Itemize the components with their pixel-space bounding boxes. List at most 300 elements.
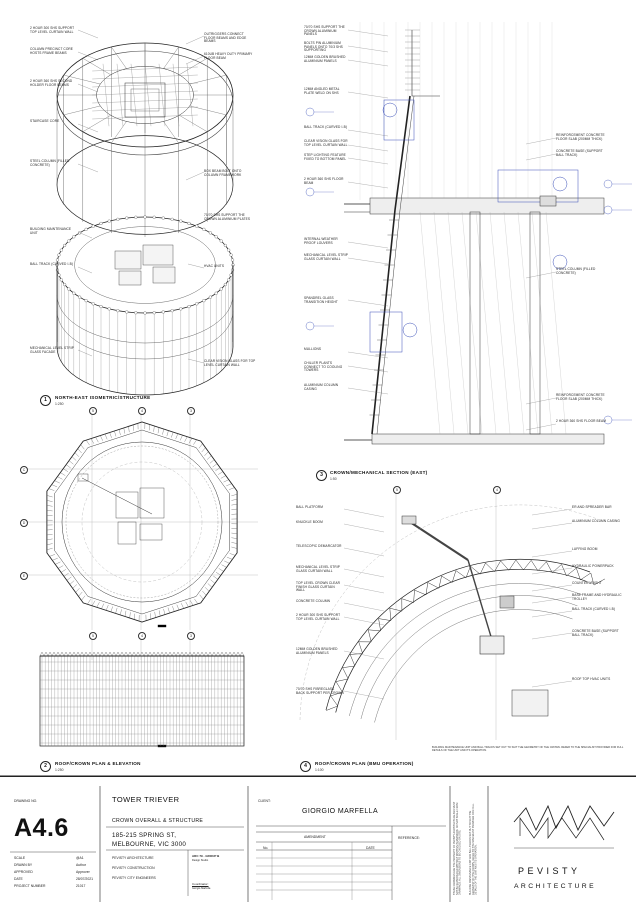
crown-panel-hatch — [224, 561, 229, 563]
crown-panel-hatch — [202, 591, 206, 595]
iso-panel-node — [231, 259, 234, 262]
grid-bubble-3: 3 — [187, 407, 195, 415]
iso-panel-node — [224, 244, 227, 247]
client-label: CLIENT: — [258, 799, 271, 803]
callout-label: 610UB HEAVY DUTY PRIMARY FLOOR BEAM — [204, 53, 256, 60]
disclaimer-text: THESE DRAWINGS ARE THE PROPERTY OF PEVISTY ARCHITECTURE AND MUST NOT BE REPRODUCED WITHOUT WRITTEN PERMISSION. DO NOT SCALE FROM DRAWINGS. ALL DIMENSIONS TO BE CHECKED ON SITE. — [454, 799, 462, 895]
leader-line — [78, 164, 98, 172]
elevation-crown-fin — [172, 652, 176, 656]
bmu-reach-arc — [300, 505, 600, 720]
crown-panel-hatch — [231, 547, 237, 549]
crown-panel-hatch — [199, 444, 203, 449]
callout-label: 70/70 SHS SUPPORT THE CROWN ALUMINIUM PANELS — [304, 26, 348, 37]
iso-panel-node — [215, 235, 218, 238]
view-4-scale: 1:100 — [315, 768, 324, 772]
iso-panel-node — [215, 292, 218, 295]
iso-panel-node — [144, 216, 147, 219]
plan-bmu-arm — [82, 478, 152, 514]
crown-panel-hatch — [193, 440, 196, 445]
callout-label: ER AND SPREADER BAR — [572, 506, 624, 510]
bmu-grid-bubble-4: 4 — [493, 486, 501, 494]
iso-panel-node — [85, 228, 88, 231]
reference-label: REFERENCE: — [398, 836, 420, 840]
iso-panel-node — [195, 302, 198, 305]
bmu-base-frame — [480, 636, 504, 654]
crown-panel-hatch — [96, 437, 99, 442]
grid-bubble-4-lower: 4 — [138, 632, 146, 640]
crown-panel-hatch — [227, 557, 232, 559]
iso-hvac-unit — [153, 267, 175, 283]
level-marker — [604, 180, 612, 188]
callout-label: ALUMINIUM COLUMN CASING — [304, 384, 348, 391]
crown-panel-hatch — [52, 558, 57, 560]
elevation-crown-fin — [148, 652, 152, 656]
crown-panel-hatch — [200, 595, 204, 600]
callout-label: 2 HOUR 360 SHS FLOOR BEAM — [556, 420, 610, 424]
crown-panel-hatch — [213, 464, 218, 468]
elevation-crown-fin — [100, 652, 104, 656]
iso-panel-node — [108, 307, 111, 310]
callout-label: ALUMINIUM COLUMN CASING — [572, 520, 624, 524]
detail-key: PROJECT NUMBER — [14, 884, 45, 888]
detail-value: Approver — [76, 870, 90, 874]
crown-panel-hatch — [47, 505, 53, 506]
view-2-title: ROOF/CROWN PLAN & ELEVATION — [55, 761, 141, 766]
coordinator-name: Giorgio Marfella — [192, 887, 210, 890]
iso-panel-node — [56, 259, 59, 262]
view-1-number: 1 — [40, 395, 51, 406]
crown-panel-hatch — [57, 477, 62, 480]
crown-panel-hatch — [204, 452, 208, 456]
iso-panel-node — [72, 235, 75, 238]
iso-beam — [64, 106, 101, 115]
iso-panel-node — [60, 249, 63, 252]
elevation-crown-fin — [116, 652, 120, 656]
crown-panel-hatch — [185, 437, 188, 442]
leader-line — [532, 585, 572, 591]
leader-line — [188, 359, 204, 363]
section-crown-panel — [412, 30, 440, 96]
elevation-crown-fin — [140, 652, 144, 656]
plan-hvac-unit — [140, 488, 164, 518]
elevation-crown-fin — [192, 652, 196, 656]
callout-label: STAIRCASE CORE — [30, 120, 78, 124]
bmu-luffing-boom — [410, 522, 468, 560]
elevation-crown-fin — [152, 652, 156, 656]
iso-beam — [190, 75, 227, 84]
callout-label: CHILLER PLANTS CONNECT TO COOLING TOWERS — [304, 362, 348, 373]
leader-line — [348, 60, 388, 66]
elevation-crown-fin — [60, 652, 64, 656]
iso-panel-node — [230, 274, 233, 277]
leader-line — [344, 509, 384, 517]
elevation-crown-fin — [164, 652, 168, 656]
crown-panel-hatch — [231, 499, 237, 500]
crown-panel-hatch — [49, 554, 55, 556]
detail-value: 21017 — [76, 884, 85, 888]
iso-beam — [164, 121, 179, 143]
elevation-crown-fin — [240, 652, 244, 656]
crown-panel-hatch — [171, 432, 173, 437]
client-name: GIORGIO MARFELLA — [302, 808, 378, 815]
leader-line — [532, 523, 572, 529]
crown-panel-hatch — [125, 611, 126, 617]
elevation-crown-fin — [88, 652, 92, 656]
elevation-crown-fin — [212, 652, 216, 656]
view-3-scale: 1:50 — [330, 477, 337, 481]
crown-panel-hatch — [61, 569, 66, 572]
leader-line — [532, 551, 572, 557]
elevation-crown-fin — [96, 652, 100, 656]
callout-label: HVAC UNITS — [204, 265, 256, 269]
elevation-crown-fin — [184, 652, 188, 656]
grid-bubble-d: D — [20, 519, 28, 527]
elevation-crown-fin — [48, 652, 52, 656]
callout-label: 2 HOUR 300 SHS SUPPORT TOP LEVEL CURTAIN WALL — [30, 27, 78, 34]
leader-line — [348, 366, 388, 372]
callout-label: ROOF TOP HVAC UNITS — [572, 678, 624, 682]
leader-line — [344, 548, 384, 556]
detail-key: APPROVED — [14, 870, 33, 874]
leader-line — [344, 585, 384, 593]
leader-line — [348, 158, 388, 164]
team-3: PEVISTY CITY ENGINEERS — [112, 876, 156, 880]
leader-line — [526, 398, 556, 404]
iso-panel-node — [58, 274, 61, 277]
crown-panel-hatch — [154, 426, 155, 432]
crown-panel-hatch — [64, 573, 69, 576]
crown-panel-hatch — [47, 510, 53, 511]
callout-label: 70/70 SHS SUPPORT THE CROWN ALUMINIUM PLATES — [204, 214, 256, 221]
callout-label: COUNTERWEIGHT — [572, 582, 624, 586]
crown-panel-hatch — [47, 495, 53, 497]
crown-panel-hatch — [119, 429, 120, 435]
crown-panel-hatch — [100, 436, 103, 441]
iso-panel-node — [224, 283, 227, 286]
crown-panel-hatch — [92, 601, 95, 606]
section-curtain-wall-inner — [377, 96, 414, 434]
leader-line — [344, 603, 384, 611]
sheet-note: BUILDING MAINTENANCE UNIT AND BALL TRACKS SET OUT TO SUIT THE GEOMETRY OF THE CROWN. REFER TO THE SPECIALIST PROVIDER FOR FULL DETAILS OF THE UNIT AND ITS OPERATION. — [432, 746, 628, 752]
iso-hvac-unit — [143, 245, 173, 265]
drawing-title: CROWN OVERALL & STRUCTURE — [112, 818, 203, 824]
crown-panel-hatch — [208, 583, 212, 587]
grid-bubble-c: C — [20, 466, 28, 474]
iso-panel-node — [230, 254, 233, 257]
iso-panel-node — [63, 283, 66, 286]
plan-core — [118, 522, 136, 544]
elevation-crown-fin — [228, 652, 232, 656]
view-4-title: ROOF/CROWN PLAN (BMU OPERATION) — [315, 761, 414, 766]
crown-panel-hatch — [49, 489, 55, 491]
address-line-1: 185-215 SPRING ST, — [112, 832, 176, 839]
leader-line — [348, 145, 388, 151]
callout-label: STEEL COLUMN (FILLED CONCRETE) — [556, 268, 610, 275]
iso-beam — [83, 115, 111, 132]
iso-panel-node — [85, 299, 88, 302]
crown-panel-hatch — [164, 609, 165, 615]
elevation-crown-fin — [72, 652, 76, 656]
crown-panel-hatch — [47, 534, 53, 535]
callout-label: BALL TRACK (CURVED I-B) — [30, 263, 78, 267]
callout-label: CONCRETE BASE (SUPPORT BALL TRACK) — [572, 630, 624, 637]
leader-line — [348, 242, 388, 248]
leader-line — [348, 46, 388, 52]
section-steel-column — [470, 212, 480, 434]
team-1: PEVISTY ARCHITECTURE — [112, 856, 154, 860]
leader-line — [78, 267, 92, 273]
elevation-crown-fin — [220, 652, 224, 656]
crown-panel-hatch — [231, 533, 237, 534]
leader-line — [348, 258, 388, 264]
section-detail-callout — [383, 103, 397, 117]
leader-line — [188, 264, 204, 268]
crown-panel-hatch — [47, 543, 53, 544]
iso-panel-node — [162, 217, 165, 220]
callout-label: MECHANICAL LEVEL STRIP GLASS CURTAIN WALL — [304, 254, 348, 261]
leader-line — [532, 633, 572, 639]
crown-panel-hatch — [155, 612, 156, 618]
crown-panel-hatch — [60, 473, 65, 476]
elevation-crown-fin — [64, 652, 68, 656]
crown-panel-hatch — [159, 610, 160, 616]
grid-bubble-4: 4 — [138, 407, 146, 415]
crown-panel-hatch — [97, 602, 100, 607]
elevation-crown-fin — [120, 652, 124, 656]
crown-panel-hatch — [219, 568, 224, 571]
bmu-ball-platform — [402, 516, 416, 524]
crown-panel-hatch — [211, 580, 215, 584]
iso-panel-node — [58, 254, 61, 257]
crown-panel-hatch — [230, 553, 236, 555]
callout-label: BALL TRACK (CURVED I-B) — [572, 608, 624, 612]
callout-label: 12MM GOLDEN BRUSHED ALUMINIUM PANELS — [304, 56, 348, 63]
student-studio: Design Studio — [192, 859, 208, 862]
elevation-crown-fin — [108, 652, 112, 656]
leader-line — [526, 272, 556, 278]
elevation-crown-fin — [180, 652, 184, 656]
callout-label: OUTRIGGERS CONNECT FLOOR BEAMS AND EDGE BEAMS — [204, 33, 256, 44]
brand-name: PEVISTY — [518, 866, 581, 876]
iso-panel-node — [116, 218, 119, 221]
elevation-crown-fin — [52, 652, 56, 656]
view-4-number: 4 — [300, 761, 311, 772]
callout-label: STEP LIGHTING FEATURE FIXED TO BOTTOM PANEL — [304, 154, 348, 161]
iso-panel-node — [220, 288, 223, 291]
view-2-scale: 1:250 — [55, 768, 64, 772]
iso-panel-node — [227, 249, 230, 252]
elevation-crown-fin — [80, 652, 84, 656]
leader-line — [526, 138, 556, 144]
crown-panel-hatch — [66, 465, 71, 468]
crown-panel-hatch — [190, 600, 193, 605]
iso-panel-node — [188, 305, 191, 308]
plan-hvac-unit — [140, 524, 162, 540]
callout-label: TELESCOPIC DEMARCATOR — [296, 545, 344, 549]
crown-panel-hatch — [72, 457, 76, 461]
crown-panel-hatch — [167, 431, 169, 436]
level-marker — [306, 108, 314, 116]
crown-panel-hatch — [231, 542, 237, 543]
leader-line — [348, 130, 388, 136]
drawing-no-label: DRAWING NO. — [14, 799, 37, 803]
iso-beam — [111, 121, 126, 143]
elevation-crown-fin — [156, 652, 160, 656]
iso-beam — [179, 115, 207, 132]
crown-panel-hatch — [105, 434, 107, 439]
amendment-no-header: No. — [263, 846, 268, 850]
callout-label: 12MM ANGLED METAL PLATE WELD ON SHS — [304, 88, 348, 95]
iso-beam — [190, 106, 227, 115]
crown-panel-hatch — [101, 604, 103, 609]
leader-line — [186, 172, 204, 180]
level-marker — [604, 206, 612, 214]
callout-label: TOP LEVEL CROWN CLEAR FINISH GLASS CURTAIN WALL — [296, 582, 344, 593]
section-marker — [158, 625, 166, 627]
bmu-counterweight — [500, 596, 514, 608]
iso-panel-node — [125, 217, 128, 220]
plan-bmu-platform — [78, 474, 88, 481]
crown-panel-hatch — [150, 613, 151, 619]
iso-panel-node — [171, 218, 174, 221]
crown-panel-hatch — [58, 566, 63, 569]
elevation-crown-fin — [196, 652, 200, 656]
callout-label: REINFORCEMENT CONCRETE FLOOR SLAB (200MM THICK) — [556, 134, 610, 141]
drawing-number: A4.6 — [14, 814, 69, 843]
elevation-crown-fin — [224, 652, 228, 656]
project-name: TOWER TRIEVER — [112, 795, 179, 804]
iso-panel-node — [134, 311, 137, 314]
callout-label: INTERNAL WEATHER PROOF LOUVERS — [304, 238, 348, 245]
crown-panel-hatch — [52, 485, 57, 487]
detail-value: Author — [76, 863, 86, 867]
callout-label: CONCRETE COLUMN — [296, 600, 344, 604]
leader-line — [348, 300, 388, 306]
detail-value: 28/07/2021 — [76, 877, 93, 881]
crown-panel-hatch — [106, 605, 108, 610]
elevation-crown-fin — [136, 652, 140, 656]
leader-line — [78, 232, 92, 238]
leader-line — [348, 30, 388, 36]
crown-panel-hatch — [73, 584, 77, 588]
crown-panel-hatch — [207, 456, 211, 460]
callout-label: COLUMN PRECINCT CORE HOSTS FRAME BEAMS — [30, 48, 78, 55]
bmu-plan-arc — [326, 559, 590, 710]
callout-label: SPANDREL GLASS TRANSITION HEIGHT — [304, 297, 348, 304]
crown-panel-hatch — [47, 548, 53, 550]
iso-hvac-unit — [119, 271, 141, 285]
grid-bubble-5: 5 — [89, 407, 97, 415]
elevation-crown-fin — [168, 652, 172, 656]
elevation-crown-fin — [236, 652, 240, 656]
crown-panel-hatch — [81, 445, 85, 450]
iso-panel-node — [92, 302, 95, 305]
iso-beam — [83, 58, 111, 75]
crown-panel-hatch — [194, 599, 197, 604]
crown-panel-hatch — [213, 576, 218, 579]
iso-panel-node — [179, 220, 182, 223]
iso-beam — [111, 47, 126, 69]
leader-line — [78, 350, 92, 356]
callout-label: MULLIONS — [304, 348, 348, 352]
elevation-crown-fin — [176, 652, 180, 656]
leader-line — [348, 182, 388, 188]
callout-label: BOX BEAM BOLT ONTO COLUMN FRAMEWORK — [204, 170, 256, 177]
callout-label: CLEAR VISION GLASS FOR TOP LEVEL CURTAIN WALL — [204, 360, 256, 367]
level-marker — [306, 188, 314, 196]
elevation-crown-fin — [144, 652, 148, 656]
crown-panel-hatch — [67, 577, 72, 581]
crown-panel-hatch — [120, 609, 121, 615]
crown-panel-hatch — [47, 539, 53, 540]
iso-panel-node — [209, 296, 212, 299]
elevation-crown-fin — [56, 652, 60, 656]
crown-panel-hatch — [181, 603, 184, 608]
callout-label: LUFFING BOOM — [572, 548, 624, 552]
crown-panel-hatch — [229, 488, 235, 490]
elevation-crown-fin — [92, 652, 96, 656]
elevation-crown-fin — [204, 652, 208, 656]
crown-panel-hatch — [221, 565, 226, 568]
elevation-crown-fin — [128, 652, 132, 656]
callout-label: MECHANICAL LEVEL STRIP GLASS CURTAIN WALL — [296, 566, 344, 573]
crown-panel-hatch — [180, 435, 182, 440]
callout-label: 2 HOUR 360 SHS FLOOR BEAM — [304, 178, 348, 185]
crown-panel-hatch — [231, 538, 237, 539]
view-1-scale: 1:250 — [55, 402, 64, 406]
section-floor-slab — [370, 198, 604, 214]
disclaimer-text-2: BUILDING MAINTENANCE UNIT AND BALL TRACKS SET OUT TO SUIT THE GEOMETRY OF THE CROWN. REFER TO THE SPECIALIST PROVIDER FOR FULL DETAILS OF THE UNIT AND ITS OPERATION. — [470, 799, 478, 895]
leader-line — [344, 691, 384, 699]
detail-value: @A1 — [76, 856, 84, 860]
leader-line — [348, 92, 388, 98]
leader-line — [186, 36, 204, 44]
leader-line — [344, 524, 384, 532]
crown-panel-hatch — [128, 426, 129, 432]
callout-label: CLEAR VISION GLASS FOR TOP LEVEL CURTAIN WALL — [304, 140, 348, 147]
callout-label: BASE FRAME AND HYDRAULIC TROLLEY — [572, 594, 624, 601]
crown-panel-hatch — [55, 481, 60, 483]
elevation-crown-fin — [104, 652, 108, 656]
elevation-crown-fin — [216, 652, 220, 656]
bmu-crown-zigzag — [326, 560, 605, 711]
leader-line — [526, 154, 556, 160]
callout-label: 2 HOUR 300 SHS SUPPORT TOP LEVEL CURTAIN WALL — [296, 614, 344, 621]
crown-panel-hatch — [215, 468, 220, 471]
iso-panel-node — [125, 311, 128, 314]
view-1-title: NORTH-EAST ISOMETRIC/STRUCTURE — [55, 395, 151, 400]
grid-bubble-e: E — [20, 572, 28, 580]
detail-key: DATE — [14, 877, 23, 881]
leader-line — [344, 569, 384, 577]
iso-panel-node — [195, 225, 198, 228]
crown-panel-hatch — [231, 509, 237, 510]
crown-panel-hatch — [133, 425, 134, 431]
iso-floor-beam — [187, 64, 193, 126]
crown-panel-hatch — [116, 608, 118, 613]
elevation-crown-fin — [160, 652, 164, 656]
leader-line — [78, 52, 98, 60]
iso-panel-node — [78, 231, 81, 234]
crown-panel-hatch — [221, 476, 226, 479]
crown-panel-hatch — [114, 431, 116, 436]
callout-label: 70/70 SHS FIBREGLASS BACK SUPPORT PER CROWN — [296, 688, 344, 695]
callout-label: MECHANICAL LEVEL STRIP GLASS FACADE — [30, 347, 78, 354]
callout-label: KNUCKLE BOOM — [296, 521, 344, 525]
crown-panel-hatch — [76, 588, 80, 592]
iso-floor-beam — [117, 64, 123, 126]
crown-panel-hatch — [226, 484, 231, 486]
